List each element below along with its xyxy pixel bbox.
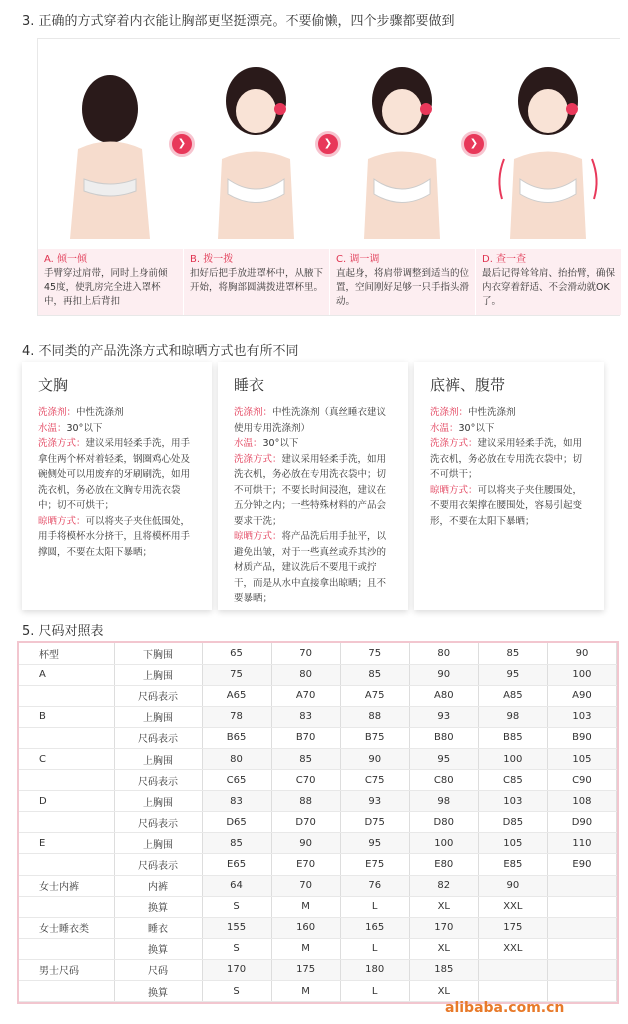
table-cell: B85 xyxy=(478,727,547,748)
table-cell: E90 xyxy=(547,854,616,875)
row-label: 尺码表示 xyxy=(114,812,202,833)
table-cell: E65 xyxy=(202,854,271,875)
step-b-illustration xyxy=(184,39,329,249)
row-label: 尺码 xyxy=(114,959,202,980)
table-cell: 98 xyxy=(478,706,547,727)
table-cell xyxy=(547,896,616,917)
under-value: 65 xyxy=(202,643,271,664)
table-cell: XL xyxy=(409,981,478,1002)
table-cell: 85 xyxy=(340,664,409,685)
table-cell: D80 xyxy=(409,812,478,833)
row-label: 尺码表示 xyxy=(114,854,202,875)
table-row xyxy=(19,854,617,875)
table-cell: B65 xyxy=(202,727,271,748)
table-row xyxy=(19,727,617,748)
table-cell xyxy=(478,959,547,980)
table-cell: A75 xyxy=(340,685,409,706)
table-cell: C70 xyxy=(271,770,340,791)
table-cell: L xyxy=(340,938,409,959)
step-d xyxy=(476,39,621,315)
table-cell: M xyxy=(271,981,340,1002)
table-cell: 93 xyxy=(340,791,409,812)
table-cell xyxy=(547,917,616,938)
table-cell: 100 xyxy=(409,833,478,854)
table-row xyxy=(19,770,617,791)
wash-card-title: 底裤、腹带 xyxy=(430,376,506,394)
table-cell xyxy=(547,875,616,896)
table-cell: 185 xyxy=(409,959,478,980)
table-row xyxy=(19,875,617,896)
wash-card-title: 睡衣 xyxy=(234,376,265,394)
table-row xyxy=(19,706,617,727)
row-label: 换算 xyxy=(114,896,202,917)
row-label: 尺码表示 xyxy=(114,727,202,748)
table-row xyxy=(19,664,617,685)
table-cell: 160 xyxy=(271,917,340,938)
row-group xyxy=(19,812,114,833)
table-cell xyxy=(478,981,547,1002)
row-group: 男士尺码 xyxy=(19,959,114,980)
row-group: 女士内裤 xyxy=(19,875,114,896)
under-value: 70 xyxy=(271,643,340,664)
row-label: 上胸围 xyxy=(114,748,202,769)
steps-panel xyxy=(37,38,620,316)
table-cell: 108 xyxy=(547,791,616,812)
table-cell: B90 xyxy=(547,727,616,748)
table-cell: 70 xyxy=(271,875,340,896)
wash-card-body: 洗涤剂：中性洗涤剂（真丝睡衣建议使用专用洗涤剂） 水温：30°以下 洗涤方式：建议采用轻柔手洗，如用洗衣机，务必放在专用洗衣袋中；切不可烘干；不要长时间浸泡，建议在五分钟之内；一些特殊材料的产品会要求干洗； 晾晒方式：将产品洗后用手扯平，以避免出皱，对于一些真丝或乔其沙的材质产品，建议洗后不要甩干或拧干，而是从水中直接拿出晾晒；且不要暴晒； xyxy=(234,407,387,604)
under-value: 75 xyxy=(340,643,409,664)
table-cell: D65 xyxy=(202,812,271,833)
size-table xyxy=(17,641,619,1004)
table-cell: 80 xyxy=(271,664,340,685)
table-cell: 88 xyxy=(340,706,409,727)
chevron-right-icon: ❯ xyxy=(169,131,195,157)
under-value: 90 xyxy=(547,643,616,664)
row-group xyxy=(19,981,114,1002)
table-header-row xyxy=(19,643,617,664)
wash-card-bra xyxy=(22,362,212,610)
step-c-caption: C. 调一调 直起身，将肩带调整到适当的位置，空间刚好足够一只手指头滑动。 xyxy=(330,249,475,315)
table-cell: C75 xyxy=(340,770,409,791)
row-label: 内裤 xyxy=(114,875,202,896)
table-cell: 175 xyxy=(271,959,340,980)
table-cell: A80 xyxy=(409,685,478,706)
row-label: 换算 xyxy=(114,938,202,959)
wash-card-body: 洗涤剂：中性洗涤剂 水温：30°以下 洗涤方式：建议采用轻柔手洗，如用洗衣机，务必放在专用洗衣袋中；切不可烘干； 晾晒方式：可以将夹子夹住腰围处，不要用衣架撑在腰围处，容易引起变形，不要在太阳下暴晒； xyxy=(430,407,583,527)
table-cell: E85 xyxy=(478,854,547,875)
table-row xyxy=(19,981,617,1002)
table-row xyxy=(19,812,617,833)
table-cell: D75 xyxy=(340,812,409,833)
table-cell: E70 xyxy=(271,854,340,875)
step-c-illustration xyxy=(330,39,475,249)
table-cell: 88 xyxy=(271,791,340,812)
table-cell: M xyxy=(271,938,340,959)
wash-card-title: 文胸 xyxy=(38,376,69,394)
table-cell: 85 xyxy=(202,833,271,854)
section3-title: 3. 正确的方式穿着内衣能让胸部更坚挺漂亮。不要偷懒，四个步骤都要做到 xyxy=(22,14,455,29)
table-cell: A90 xyxy=(547,685,616,706)
table-cell: 95 xyxy=(340,833,409,854)
table-cell: L xyxy=(340,896,409,917)
row-label: 睡衣 xyxy=(114,917,202,938)
under-value: 85 xyxy=(478,643,547,664)
table-row xyxy=(19,959,617,980)
step-d-caption: D. 查一查 最后记得耸耸肩、抬抬臂，确保内衣穿着舒适、不会滑动就OK了。 xyxy=(476,249,621,315)
step-a xyxy=(38,39,183,315)
section5-title: 5. 尺码对照表 xyxy=(22,624,104,639)
row-group: D xyxy=(19,791,114,812)
table-cell: 90 xyxy=(271,833,340,854)
table-cell: 95 xyxy=(478,664,547,685)
row-group xyxy=(19,727,114,748)
table-cell: 93 xyxy=(409,706,478,727)
step-a-caption: A. 倾一倾 手臂穿过肩带，同时上身前倾45度，使乳房完全进入罩杯中，再扣上后背扣 xyxy=(38,249,183,315)
table-cell xyxy=(547,981,616,1002)
table-cell: XL xyxy=(409,938,478,959)
row-label: 尺码表示 xyxy=(114,770,202,791)
chevron-right-icon: ❯ xyxy=(315,131,341,157)
table-row xyxy=(19,833,617,854)
table-cell: C65 xyxy=(202,770,271,791)
table-cell: 105 xyxy=(478,833,547,854)
table-row xyxy=(19,791,617,812)
under-value: 80 xyxy=(409,643,478,664)
table-cell: 155 xyxy=(202,917,271,938)
table-cell: E80 xyxy=(409,854,478,875)
table-cell: L xyxy=(340,981,409,1002)
table-cell: XXL xyxy=(478,938,547,959)
table-cell: C90 xyxy=(547,770,616,791)
table-cell: 78 xyxy=(202,706,271,727)
row-label: 尺码表示 xyxy=(114,685,202,706)
row-group xyxy=(19,685,114,706)
table-cell: 103 xyxy=(478,791,547,812)
table-cell: XL xyxy=(409,896,478,917)
table-cell: C80 xyxy=(409,770,478,791)
table-cell: S xyxy=(202,981,271,1002)
table-cell xyxy=(547,938,616,959)
table-cell: 83 xyxy=(202,791,271,812)
table-row xyxy=(19,685,617,706)
table-cell: S xyxy=(202,896,271,917)
table-cell: XXL xyxy=(478,896,547,917)
row-group: B xyxy=(19,706,114,727)
watermark: alibaba.com.cn xyxy=(445,1000,565,1016)
step-a-illustration xyxy=(38,39,183,249)
table-cell: 82 xyxy=(409,875,478,896)
section4-title: 4. 不同类的产品洗涤方式和晾晒方式也有所不同 xyxy=(22,344,299,359)
wash-card-underwear xyxy=(414,362,604,610)
table-cell: B75 xyxy=(340,727,409,748)
row-group: E xyxy=(19,833,114,854)
table-cell: 170 xyxy=(409,917,478,938)
table-cell xyxy=(547,959,616,980)
table-cell: 98 xyxy=(409,791,478,812)
table-cell: 103 xyxy=(547,706,616,727)
table-cell: 80 xyxy=(202,748,271,769)
table-cell: M xyxy=(271,896,340,917)
table-cell: 100 xyxy=(547,664,616,685)
table-cell: A70 xyxy=(271,685,340,706)
table-cell: 83 xyxy=(271,706,340,727)
table-row xyxy=(19,896,617,917)
row-group xyxy=(19,770,114,791)
row-label: 上胸围 xyxy=(114,664,202,685)
step-b-caption: B. 拨一拨 扣好后把手放进罩杯中，从腋下开始，将胸部圆满拨进罩杯里。 xyxy=(184,249,329,315)
table-cell: E75 xyxy=(340,854,409,875)
table-cell: S xyxy=(202,938,271,959)
table-cell: 165 xyxy=(340,917,409,938)
table-cell: 100 xyxy=(478,748,547,769)
table-row xyxy=(19,748,617,769)
table-row xyxy=(19,917,617,938)
chevron-right-icon: ❯ xyxy=(461,131,487,157)
table-cell: B70 xyxy=(271,727,340,748)
table-cell: B80 xyxy=(409,727,478,748)
table-cell: 105 xyxy=(547,748,616,769)
row-group: 女士睡衣类 xyxy=(19,917,114,938)
table-cell: D70 xyxy=(271,812,340,833)
table-cell: 76 xyxy=(340,875,409,896)
table-cell: 64 xyxy=(202,875,271,896)
step-b xyxy=(184,39,329,315)
table-cell: A85 xyxy=(478,685,547,706)
table-cell: 110 xyxy=(547,833,616,854)
row-label: 换算 xyxy=(114,981,202,1002)
table-cell: D85 xyxy=(478,812,547,833)
step-c xyxy=(330,39,475,315)
table-cell: 170 xyxy=(202,959,271,980)
table-cell: 95 xyxy=(409,748,478,769)
wash-card-body: 洗涤剂：中性洗涤剂 水温：30°以下 洗涤方式：建议采用轻柔手洗，用手拿住两个杯对着轻柔，钢圈鸡心处及碗侧处可以用废弃的牙刷刷洗，如用洗衣机，务必放在文胸专用洗衣袋中；切不可烘干； 晾晒方式：可以将夹子夹住低围处，用手将模杯水分挤干，且将模杯用手撑圆，不要在太阳下暴晒； xyxy=(38,407,191,558)
wash-card-sleepwear xyxy=(218,362,408,610)
table-cell: A65 xyxy=(202,685,271,706)
row-group xyxy=(19,938,114,959)
table-cell: 90 xyxy=(478,875,547,896)
row-group xyxy=(19,896,114,917)
row-label: 上胸围 xyxy=(114,791,202,812)
table-cell: 75 xyxy=(202,664,271,685)
row-group xyxy=(19,854,114,875)
table-cell: 90 xyxy=(340,748,409,769)
step-d-illustration xyxy=(476,39,621,249)
row-group: C xyxy=(19,748,114,769)
table-cell: C85 xyxy=(478,770,547,791)
table-cell: 175 xyxy=(478,917,547,938)
row-group: A xyxy=(19,664,114,685)
table-cell: D90 xyxy=(547,812,616,833)
header-cup: 杯型 xyxy=(19,643,114,664)
table-cell: 90 xyxy=(409,664,478,685)
row-label: 上胸围 xyxy=(114,833,202,854)
table-cell: 180 xyxy=(340,959,409,980)
row-label: 上胸围 xyxy=(114,706,202,727)
table-row xyxy=(19,938,617,959)
header-under: 下胸围 xyxy=(114,643,202,664)
table-cell: 85 xyxy=(271,748,340,769)
